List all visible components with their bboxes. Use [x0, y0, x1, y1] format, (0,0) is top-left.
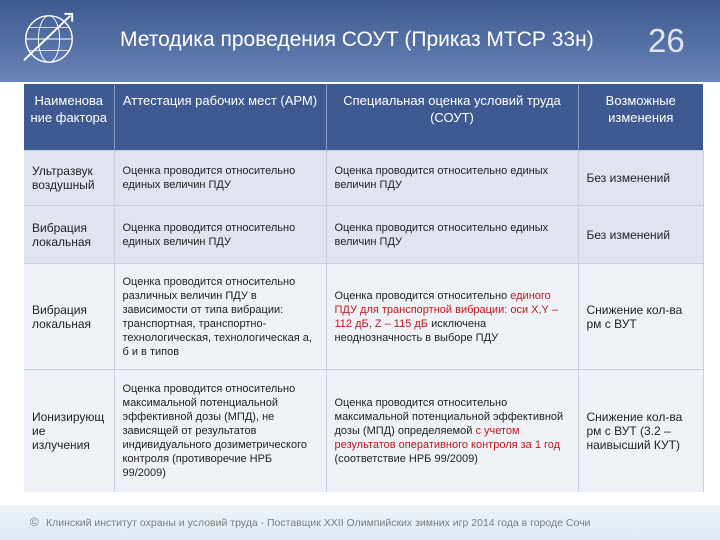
- title-bar: [0, 0, 720, 82]
- cell-sout: [326, 206, 578, 264]
- cell-sout: [326, 264, 578, 370]
- footer-text: Клинский институт охраны и условий труда - Поставщик XXII Олимпийских зимних игр 2014 года в городе Сочи: [46, 517, 591, 529]
- cell-factor: Ионизирующ ие излучения: [24, 370, 114, 492]
- sout-text: Оценка проводится относительно: [334, 289, 508, 302]
- sout-text: Оценка проводится относительно максимальной потенциальной эффективной дозы (МПД) определяемой: [334, 396, 564, 437]
- globe-logo-icon: [20, 10, 78, 68]
- cell-changes: Без изменений: [578, 206, 703, 264]
- header-changes: Возможные изменения: [578, 84, 703, 151]
- cell-factor: Вибрация локальная: [24, 206, 114, 264]
- footer: [0, 505, 720, 540]
- cell-factor: Ультразвук воздушный: [24, 151, 114, 206]
- header-factor: Наименова ние фактора: [24, 84, 114, 151]
- cell-changes: Без изменений: [578, 151, 703, 206]
- cell-sout: [326, 151, 578, 206]
- sout-text-2: (соответствие НРБ 99/2009): [334, 452, 478, 465]
- table-row: [24, 264, 703, 370]
- sout-text: Оценка проводится относительно единых величин ПДУ: [334, 165, 549, 191]
- header-sout: Специальная оценка условий труда (СОУТ): [326, 84, 578, 151]
- header-arm: Аттестация рабочих мест (АРМ): [114, 84, 326, 151]
- sout-text-2: исключена неоднозначность в выборе ПДУ: [334, 317, 499, 344]
- cell-arm: Оценка проводится относительно единых величин ПДУ: [114, 206, 326, 264]
- table-row: [24, 151, 703, 206]
- cell-sout: [326, 370, 578, 492]
- sout-text: Оценка проводится относительно единых величин ПДУ: [334, 221, 549, 248]
- sout-highlight: с учетом результатов оперативного контроля за 1 год: [334, 424, 561, 451]
- cell-factor: Вибрация локальная: [24, 264, 114, 370]
- table-row: [24, 206, 703, 264]
- table-header-row: [24, 84, 703, 151]
- table-row: [24, 370, 703, 492]
- cell-changes: Снижение кол-ва рм с ВУТ (3.2 – наивысший КУТ): [578, 370, 703, 492]
- cell-changes: Снижение кол-ва рм с ВУТ: [578, 264, 703, 370]
- slide-number: 26: [648, 22, 685, 59]
- sout-highlight: единого ПДУ для транспортной вибрации: оси X,Y – 112 дБ, Z – 115 дБ: [334, 289, 558, 330]
- cell-arm: Оценка проводится относительно различных величин ПДУ в зависимости от типа вибрации: транспортная, транспортно-технологическая, технологическая а, б и в типов: [114, 264, 326, 370]
- cell-arm: Оценка проводится относительно единых величин ПДУ: [114, 151, 326, 206]
- comparison-table: [24, 84, 703, 492]
- cell-arm: Оценка проводится относительно максимальной потенциальной эффективной дозы (МПД), не зависящей от результатов индивидуального дозиметрического контроля (противоречие НРБ 99/2009): [114, 370, 326, 492]
- copyright-icon: ©: [30, 515, 39, 529]
- page-title: Методика проведения СОУТ (Приказ МТСР 33н): [120, 28, 594, 51]
